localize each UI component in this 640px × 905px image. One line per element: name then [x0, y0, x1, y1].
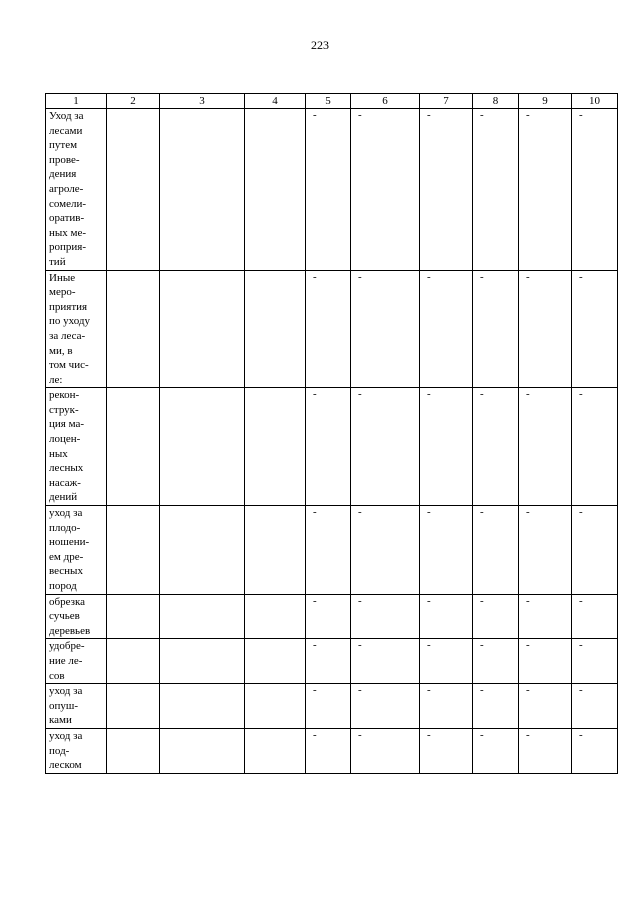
table-row — [46, 388, 618, 506]
column-header: 9 — [519, 94, 572, 109]
row-label: обрезка сучьев деревьев — [46, 594, 107, 639]
table-cell — [160, 639, 245, 684]
table-row — [46, 109, 618, 271]
row-label: Иные меро- приятия по уходу за леса- ми, в том чис- ле: — [46, 270, 107, 388]
table-cell — [107, 270, 160, 388]
column-header: 6 — [351, 94, 420, 109]
table-cell: - — [351, 270, 420, 388]
row-label: уход за под- леском — [46, 728, 107, 773]
table-cell — [245, 639, 306, 684]
table-cell: - — [473, 684, 519, 729]
table-row — [46, 728, 618, 773]
table-cell: - — [572, 506, 618, 595]
table-cell: - — [420, 684, 473, 729]
table-cell: - — [519, 109, 572, 271]
table-cell: - — [351, 388, 420, 506]
table-cell: - — [572, 639, 618, 684]
table-cell: - — [351, 506, 420, 595]
table-cell: - — [519, 684, 572, 729]
table-cell — [160, 684, 245, 729]
table-cell: - — [519, 388, 572, 506]
table-cell — [107, 388, 160, 506]
table-cell: - — [306, 388, 351, 506]
table-cell — [245, 728, 306, 773]
table-cell: - — [306, 270, 351, 388]
table-cell: - — [572, 109, 618, 271]
column-header: 2 — [107, 94, 160, 109]
table-cell: - — [351, 639, 420, 684]
table-cell — [245, 594, 306, 639]
table-cell: - — [473, 594, 519, 639]
table-cell: - — [473, 388, 519, 506]
table-cell: - — [420, 594, 473, 639]
table-cell: - — [420, 109, 473, 271]
table-cell — [107, 506, 160, 595]
table-cell: - — [473, 728, 519, 773]
table-cell — [160, 728, 245, 773]
column-header: 3 — [160, 94, 245, 109]
table-cell: - — [420, 639, 473, 684]
table-row — [46, 594, 618, 639]
data-table — [45, 93, 618, 774]
column-header: 5 — [306, 94, 351, 109]
table-cell: - — [473, 506, 519, 595]
table-cell: - — [572, 388, 618, 506]
row-label: удобре- ние ле- сов — [46, 639, 107, 684]
table-cell — [107, 728, 160, 773]
table-row — [46, 506, 618, 595]
table-cell — [245, 270, 306, 388]
header-row — [46, 94, 618, 109]
table-cell: - — [351, 594, 420, 639]
table-cell — [160, 594, 245, 639]
table-cell: - — [519, 594, 572, 639]
table-cell: - — [473, 270, 519, 388]
table-cell: - — [519, 270, 572, 388]
table-cell: - — [420, 270, 473, 388]
table-cell — [160, 270, 245, 388]
table-cell — [107, 109, 160, 271]
table-cell: - — [420, 506, 473, 595]
table-cell: - — [473, 109, 519, 271]
table-cell: - — [420, 728, 473, 773]
table-cell: - — [351, 684, 420, 729]
table-cell: - — [306, 594, 351, 639]
table-cell: - — [306, 684, 351, 729]
row-label: Уход за лесами путем прове- дения агроле- сомели- оратив- ных ме- роприя- тий — [46, 109, 107, 271]
table-cell — [245, 388, 306, 506]
page-number: 223 — [311, 38, 329, 52]
column-header: 7 — [420, 94, 473, 109]
table-row — [46, 684, 618, 729]
table-cell: - — [420, 388, 473, 506]
table-cell — [160, 506, 245, 595]
row-label: рекон- струк- ция ма- лоцен- ных лесных насаж- дений — [46, 388, 107, 506]
table-cell — [245, 109, 306, 271]
table-cell: - — [519, 639, 572, 684]
table-cell: - — [572, 594, 618, 639]
table-cell: - — [306, 506, 351, 595]
table-cell: - — [351, 109, 420, 271]
table-cell: - — [306, 109, 351, 271]
table-cell: - — [351, 728, 420, 773]
table-cell — [160, 109, 245, 271]
table-cell: - — [519, 506, 572, 595]
table-cell — [107, 594, 160, 639]
table-row — [46, 639, 618, 684]
table-cell: - — [572, 270, 618, 388]
column-header: 8 — [473, 94, 519, 109]
row-label: уход за плодо- ношени- ем дре- весных пород — [46, 506, 107, 595]
table-cell — [107, 639, 160, 684]
table-cell — [107, 684, 160, 729]
column-header: 10 — [572, 94, 618, 109]
table-cell: - — [519, 728, 572, 773]
table-row — [46, 270, 618, 388]
table-cell: - — [473, 639, 519, 684]
table-cell: - — [572, 728, 618, 773]
table-cell — [245, 506, 306, 595]
table-cell — [160, 388, 245, 506]
table-cell: - — [572, 684, 618, 729]
column-header: 4 — [245, 94, 306, 109]
table-cell: - — [306, 639, 351, 684]
row-label: уход за опуш- ками — [46, 684, 107, 729]
table-cell — [245, 684, 306, 729]
column-header: 1 — [46, 94, 107, 109]
table-cell: - — [306, 728, 351, 773]
